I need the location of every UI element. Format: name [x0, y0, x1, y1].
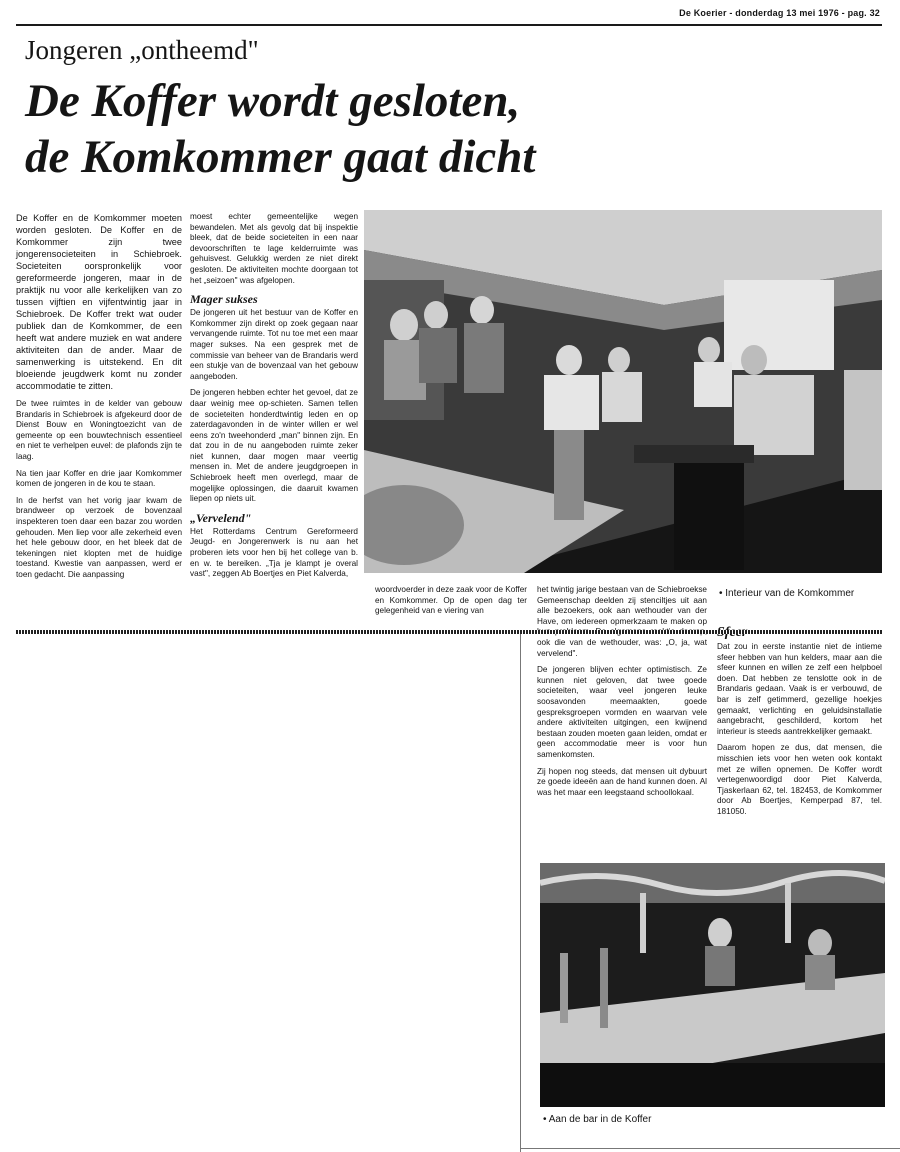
headline-line-1: De Koffer wordt gesloten,	[25, 75, 521, 127]
paragraph: Dat zou in eerste instantie niet de intieme sfeer hebben van hun kelders, maar aan die sfeer kunnen en willen ze zelf een helpboel doen. Dat hebben ze tenslotte ook in de Brandaris gedaan. Vaak is er verbouwd, de bar is zelf getimmerd, gezellige hoekjes gemaakt, verlichting en geluidsinstallatie aangebracht, geschilderd, kortom het interieur is steeds aantrekkelijker gemaakt.	[717, 642, 882, 736]
masthead: De Koerier - donderdag 13 mei 1976 - pag. 32	[679, 8, 880, 18]
column-4	[537, 585, 707, 804]
photo-komkommer-interior	[364, 210, 882, 573]
paragraph: De jongeren uit het bestuur van de Koffer en Komkommer zijn direkt op zoek gegaan naar vervangende ruimte. Tot nu toe met een maar mager sukses. Na een gesprek met de commissie van beheer van de Brandaris werd een stukje van de bovenzaal van het gebouw aangeboden.	[190, 308, 358, 381]
column-2	[190, 212, 358, 586]
subheading: Mager sukses	[190, 292, 258, 307]
paragraph: In de herfst van het vorig jaar kwam de brandweer op verzoek de bovenzaal inspekteren toen daar een bazar zou worden gehouden. Men liep voor alle zekerheid even het hele gebouw door, en het bleek dat de tekeningen niet klopten met de huidige toestand. Kwestie van aanpassen, werd er toen gedacht. Die aanpassing	[16, 495, 182, 579]
lead-paragraph: De Koffer en de Komkommer moeten worden gesloten. De Koffer en de Komkommer zijn twee jongerensocieteiten in Schiebroek. Societeiten oorspronkelijk voor gereformeerde jongeren, maar in de praktijk nu voor alle kerkelijken van zo tussen vijftien en vijfentwintig jaar in Schiebroek. De Koffer trekt wat ouder publiek dan de Komkommer, de een heeft wat andere muziek en wat andere aktiviteiten dan de ander. Maar de samenwerking is uitstekend. En dit bloeiende jeugdwerk komt nu zonder accommodatie te zitten.	[16, 213, 182, 391]
paragraph: woordvoerder in deze zaak voor de Koffer en Komkommer. Op de open dag ter gelegenheid van e viering van	[375, 585, 527, 616]
kicker: Jongeren „ontheemd"	[25, 35, 259, 65]
clipping-edge	[520, 634, 521, 1152]
column-1	[16, 212, 182, 587]
column-5	[717, 620, 882, 824]
top-rule	[16, 24, 882, 26]
clipping-edge	[520, 1148, 900, 1149]
paragraph: Zij hopen nog steeds, dat mensen uit dybuurt ze goede ideeën aan de hand kunnen doen. Al was het maar een leegstaand schoollokaal.	[537, 766, 707, 797]
section-divider	[16, 630, 882, 634]
paragraph: Het Rotterdams Centrum Gereformeerd Jeugd- en Jongerenwerk is nu aan het proberen iets voor hen bij het college van b. en w. te bereiken. „Tja je klampt je overal vast", zeggen Ab Boertjes en Piet Kalverda,	[190, 526, 358, 579]
photo-koffer-bar	[540, 863, 885, 1107]
photo-2-caption: • Aan de bar in de Koffer	[543, 1114, 652, 1125]
subheading: „Vervelend"	[190, 510, 252, 525]
paragraph: De twee ruimtes in de kelder van gebouw Brandaris in Schiebroek is afgekeurd door de Dienst Bouw en Woningtoezicht van de gemeente op een bouwtechnisch essentieel en niet te verhelpen euvel: de plafonds zijn te laag.	[16, 399, 182, 461]
column-3	[375, 585, 527, 623]
paragraph: het twintig jarige bestaan van de Schiebroekse Gemeenschap deelden zij stenciltjes uit aan alle bezoekers, ook aan wethouder van der Have, om iedereen opmerkzaam te maken op ook die van de wethouder, was: „O, ja, wat vervelend".	[537, 585, 707, 658]
photo-1-caption: • Interieur van de Komkommer	[719, 588, 855, 599]
paragraph: Na tien jaar Koffer en drie jaar Komkommer komen de jongeren in de kou te staan.	[16, 468, 182, 489]
headline	[25, 73, 865, 185]
paragraph: moest echter gemeentelijke wegen bewandelen. Met als gevolg dat bij inspektie bleek, dat de beide societeiten in een naar devoorschriften te lage kelderruimte was gehuisvest. Gelukkig werden ze niet direkt gesloten. De aktiviteiten mochte doorgaan tot het „seizoen" was afgelopen.	[190, 212, 358, 285]
headline-line-2: de Komkommer gaat dicht	[25, 131, 536, 183]
paragraph: Daarom hopen ze dus, dat mensen, die misschien iets voor hen weten ook kontakt met ze willen opnemen. De Koffer wordt vertegenwoordigd door Piet Kalverda, Tjaskerlaan 62, tel. 182453, de Komkommer door Ab Boertjes, Kemperpad 87, tel. 181050.	[717, 743, 882, 816]
paragraph: De jongeren blijven echter optimistisch. Ze kunnen niet geloven, dat twee goede societeiten, waar veel jongeren leuke soosavonden meemaakten, goede gespreksgroepen vormden en waarvan vele andere aktiviteiten uitgingen, een kwijnend bestaan zouden moeten gaan leiden, omdat er geen accommodatie meer is voor hun samenkomsten.	[537, 665, 707, 759]
paragraph: De jongeren hebben echter het gevoel, dat ze daar weinig mee op-schieten. Samen tellen de societeiten honderdtwintig leden en op zaterdagavonden in de winter willen er wel eens zo'n tweehonderd „man" binnen zijn. En dat zou in de nu aangeboden ruimte zeker niet kunnen, daar mogen maar veertig mensen in. Met de andere jeugdgroepen in Schiebroek heeft men overlegd, maar de mogelijke oplossingen, die daaruit kwamen liepen op niets uit.	[190, 388, 358, 504]
